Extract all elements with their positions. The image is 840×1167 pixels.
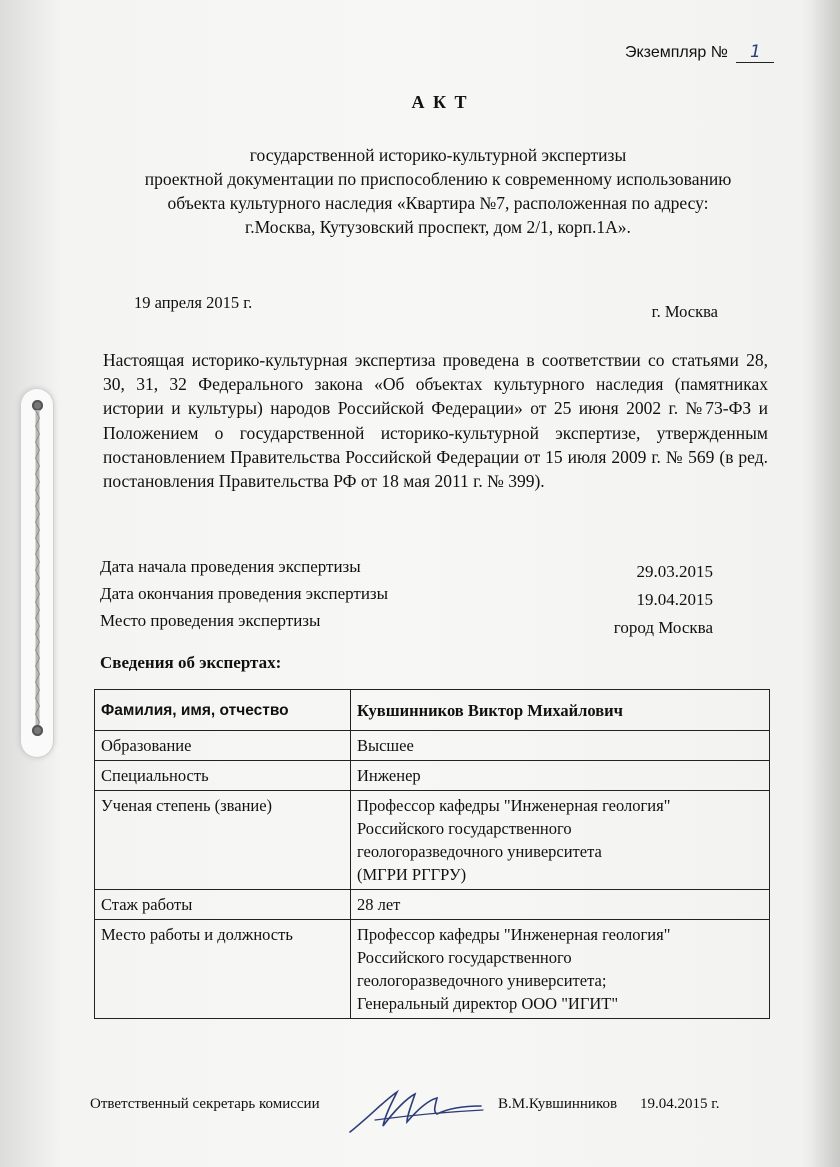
- table-cell-label: Фамилия, имя, отчество: [95, 690, 351, 731]
- meta-start-label: Дата начала проведения экспертизы: [100, 557, 361, 576]
- document-subtitle: [98, 143, 778, 239]
- copy-number-label: Экземпляр №: [625, 44, 728, 61]
- footer-name: В.М.Кувшинников: [498, 1096, 618, 1112]
- table-cell-line: Российского государственного: [357, 948, 572, 967]
- intro-paragraph: Настоящая историко-культурная экспертиза проведена в соответствии со статьями 28, 30, 31, 32 Федерального закона «Об объектах культурного наследия (памятниках истории и культуры) народов Российской Федерации» от 25 июня 2002 г. №73-ФЗ и Положением о государственной историко-культурной экспертизе, утвержденным постановлением Правительства Российской Федерации от 15 июля 2009 г. № 569 (в ред. постановления Правительства РФ от 18 мая 2011 г. № 399).: [103, 350, 768, 492]
- subtitle-line: г.Москва, Кутузовский проспект, дом 2/1, корп.1А».: [245, 217, 631, 237]
- copy-number-field: [736, 42, 774, 63]
- meta-end-value: 19.04.2015: [636, 590, 713, 609]
- table-cell-line: Российского государственного: [357, 819, 572, 838]
- binding-strip: [20, 388, 54, 758]
- table-cell-line: геологоразведочного университета;: [357, 971, 607, 990]
- table-row: [95, 731, 770, 761]
- handwritten-signature: [345, 1086, 485, 1136]
- meta-place-row: [100, 611, 713, 638]
- table-cell-line: Профессор кафедры "Инженерная геология": [357, 796, 671, 815]
- table-cell-value: [351, 890, 770, 920]
- table-cell-line: Высшее: [357, 736, 414, 755]
- copy-number-handwritten: 1: [749, 42, 761, 62]
- subtitle-line: проектной документации по приспособлению к современному использованию: [144, 169, 732, 189]
- document-city: г. Москва: [651, 302, 718, 321]
- meta-place-value: город Москва: [613, 618, 713, 637]
- experts-table: [94, 689, 770, 1019]
- document-title: А К Т: [411, 92, 469, 112]
- table-cell-line: 28 лет: [357, 895, 401, 914]
- meta-place-label: Место проведения экспертизы: [100, 611, 321, 630]
- meta-start-value: 29.03.2015: [636, 562, 713, 581]
- table-cell-value: [351, 920, 770, 1019]
- table-cell-label: Специальность: [95, 761, 351, 791]
- subtitle-line: государственной историко-культурной экспертизы: [249, 145, 627, 165]
- meta-end-label: Дата окончания проведения экспертизы: [100, 584, 389, 603]
- table-row: [95, 690, 770, 731]
- table-cell-line: геологоразведочного университета: [357, 842, 602, 861]
- table-row: [95, 890, 770, 920]
- table-cell-label: Образование: [95, 731, 351, 761]
- meta-end-row: [100, 584, 713, 610]
- binding-cord: [35, 410, 40, 730]
- document-date: 19 апреля 2015 г.: [134, 293, 253, 312]
- punch-hole-bottom: [32, 725, 43, 736]
- table-row: [95, 791, 770, 890]
- table-cell-line: Профессор кафедры "Инженерная геология": [357, 925, 671, 944]
- footer-date: 19.04.2015 г.: [640, 1096, 720, 1112]
- page-shadow-edge: [810, 0, 840, 1167]
- table-row: [95, 761, 770, 791]
- table-cell-label: Место работы и должность: [95, 920, 351, 1019]
- table-cell-line: Инженер: [357, 766, 421, 785]
- copy-number: [625, 42, 774, 63]
- meta-start-row: [100, 557, 713, 582]
- table-row: [95, 920, 770, 1019]
- experts-heading: Сведения об экспертах:: [100, 653, 282, 672]
- table-cell-value: [351, 791, 770, 890]
- table-cell-label: Стаж работы: [95, 890, 351, 920]
- table-cell-value: Кувшинников Виктор Михайлович: [351, 690, 770, 731]
- table-cell-value: [351, 731, 770, 761]
- table-cell-value: [351, 761, 770, 791]
- footer-signature-block: [90, 1096, 790, 1136]
- table-cell-line: Генеральный директор ООО "ИГИТ": [357, 994, 619, 1013]
- table-cell-line: (МГРИ РГГРУ): [357, 865, 467, 884]
- footer-role: Ответственный секретарь комиссии: [90, 1096, 320, 1112]
- subtitle-line: объекта культурного наследия «Квартира №7, расположенная по адресу:: [167, 193, 709, 213]
- table-cell-label: Ученая степень (звание): [95, 791, 351, 890]
